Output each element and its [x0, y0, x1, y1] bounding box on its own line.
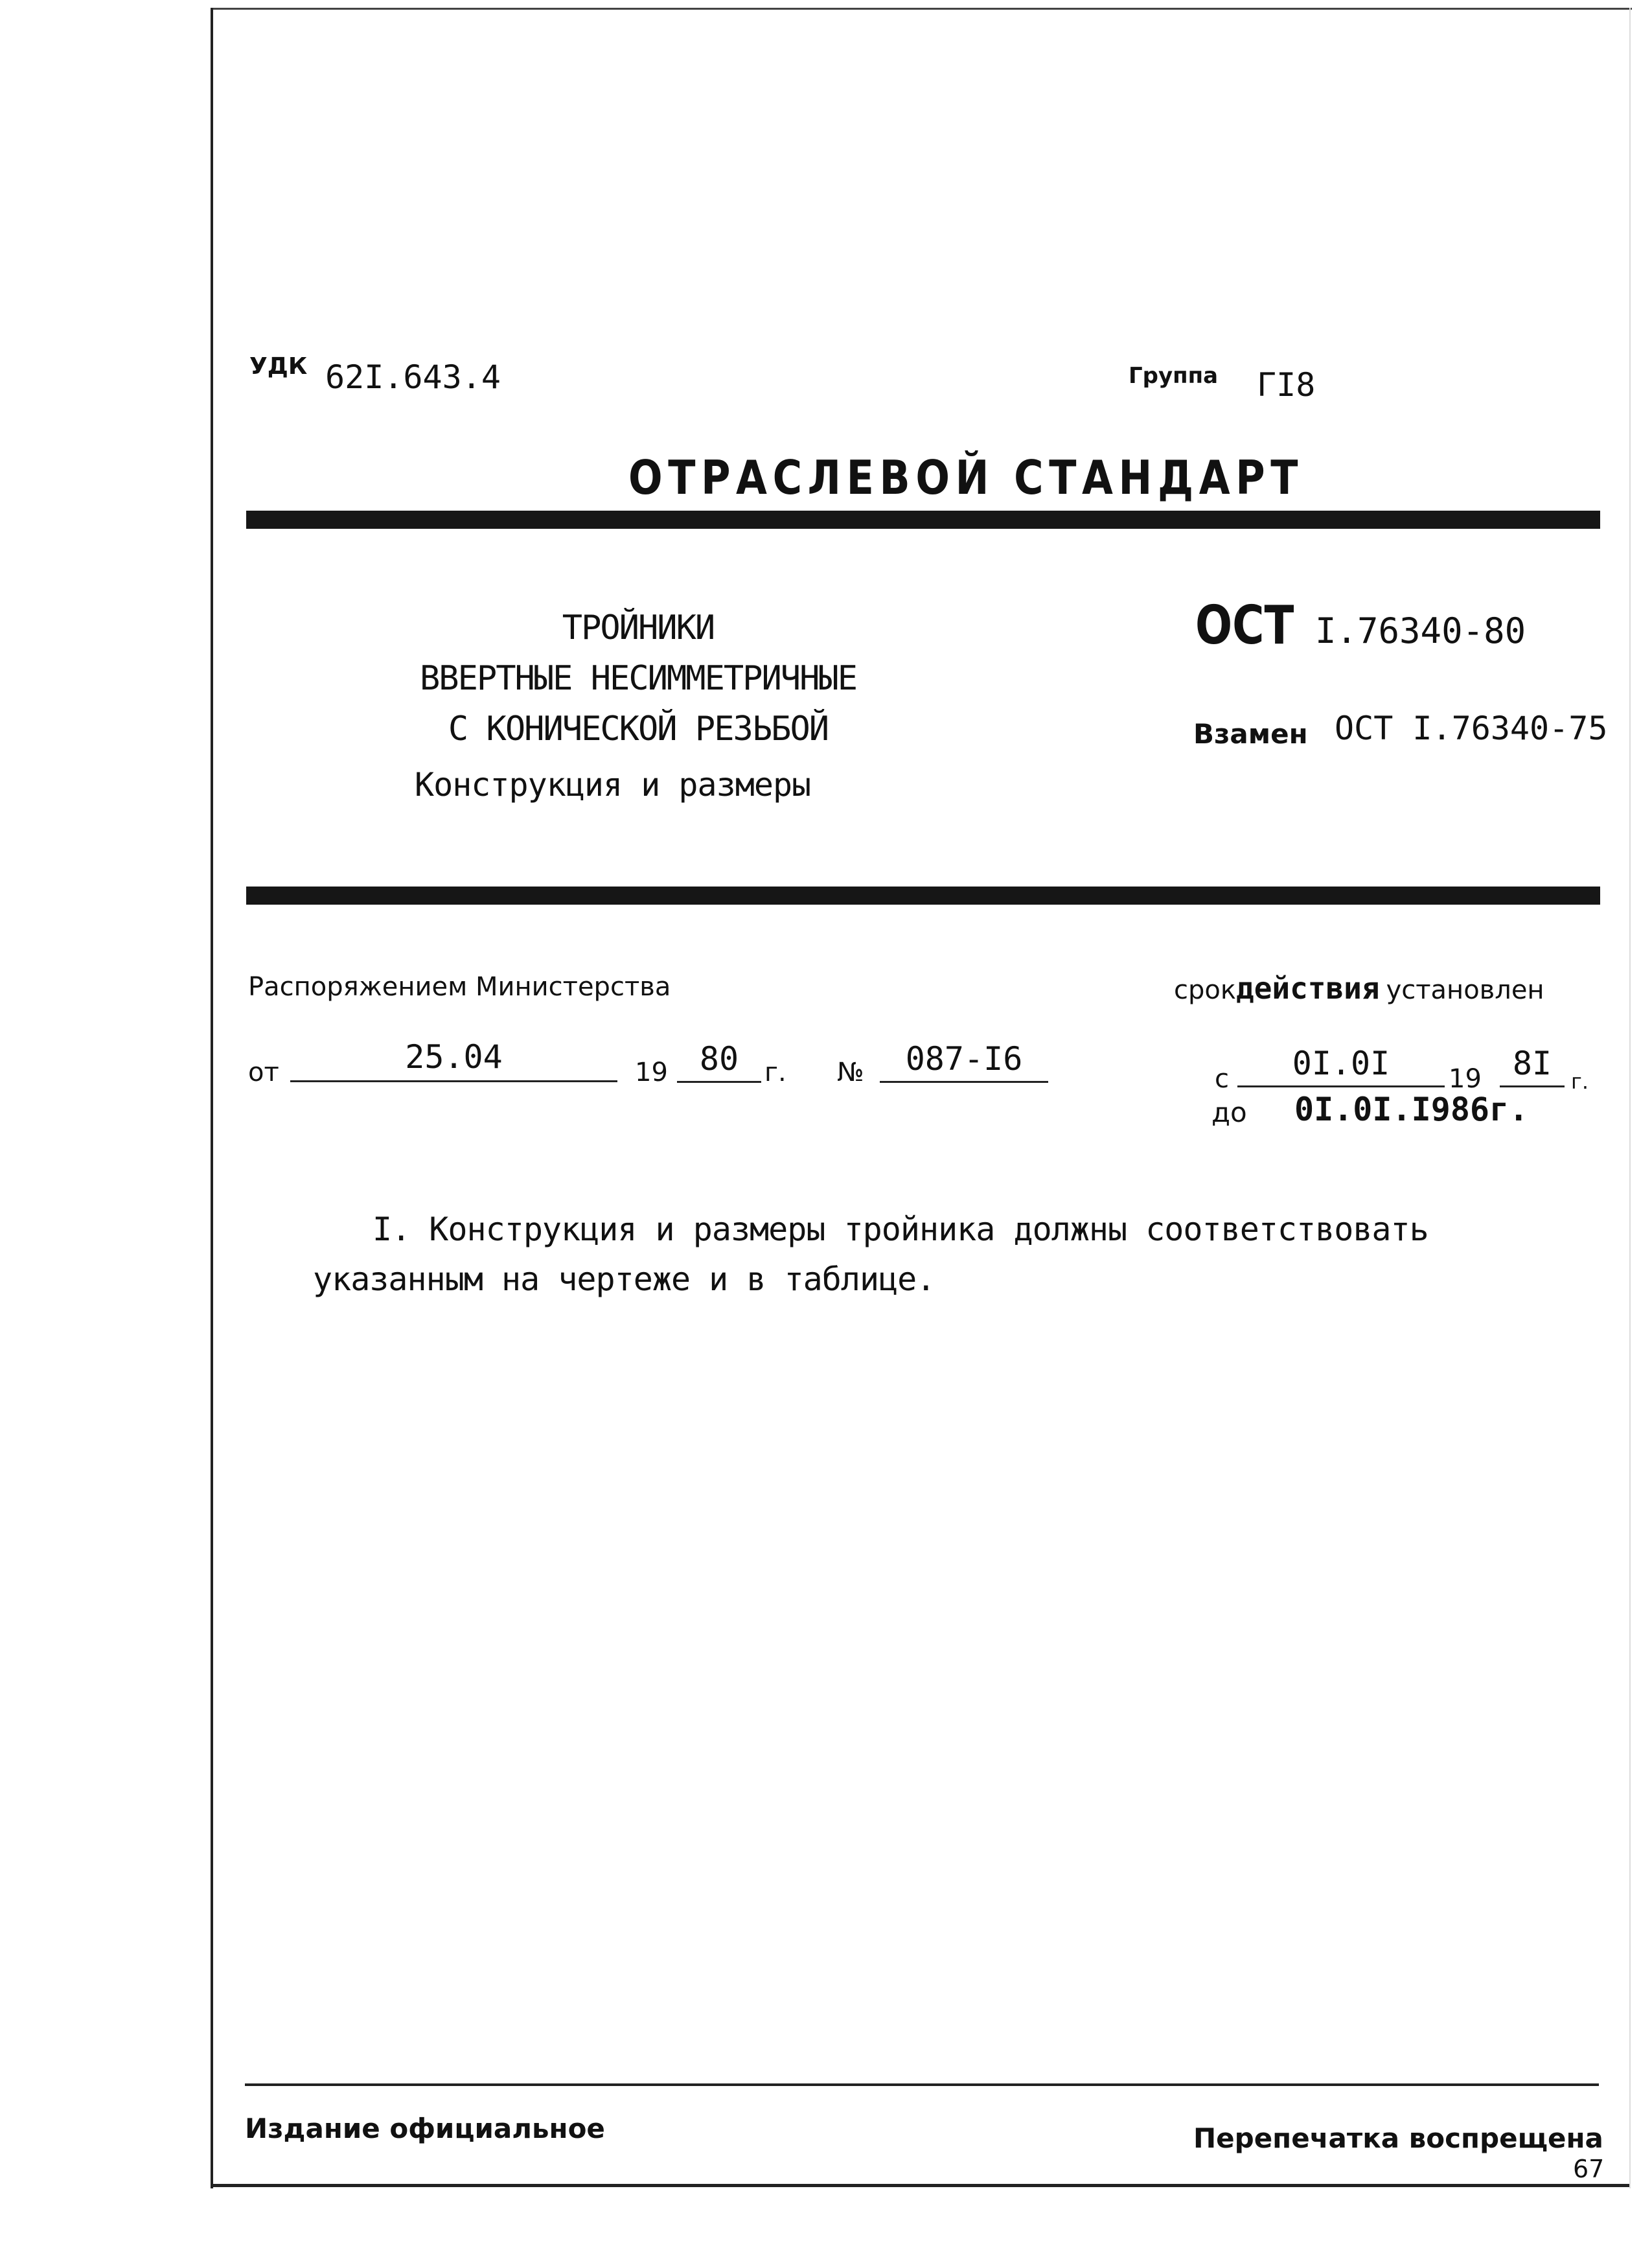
footer-rule [245, 2083, 1599, 2086]
validity-heading-pre: срок [1174, 975, 1237, 1005]
title-subtitle: Конструкция и размеры [415, 766, 811, 804]
body-paragraph-line-1: I. Конструкция и размеры тройника должны соответствовать [373, 1211, 1428, 1248]
banner-title: ОТРАСЛЕВОЙ СТАНДАРТ [628, 450, 1304, 505]
order-year-suffix: 80 [677, 1037, 761, 1083]
page-number: 67 [1573, 2155, 1605, 2183]
group-label: Группа [1129, 363, 1219, 389]
validity-heading-post: установлен [1386, 975, 1544, 1005]
frame-left-border [211, 8, 213, 2188]
udk-label: УДК [249, 353, 308, 380]
edition-label: Издание официальное [245, 2113, 605, 2144]
validity-to-label: до [1211, 1096, 1247, 1128]
frame-bottom-border [211, 2184, 1629, 2187]
validity-year-unit: г. [1571, 1069, 1589, 1094]
order-date: 25.04 [290, 1034, 617, 1082]
ost-number: I.76340-80 [1315, 610, 1526, 651]
order-year-unit: г. [764, 1058, 786, 1087]
validity-from-date: 0I.0I [1237, 1041, 1445, 1087]
group-value: ГI8 [1257, 366, 1316, 404]
title-block [389, 603, 888, 754]
order-number: 087-I6 [880, 1037, 1048, 1083]
validity-year-suffix: 8I [1500, 1041, 1565, 1087]
top-thick-rule [246, 511, 1600, 529]
title-line-3: С КОНИЧЕСКОЙ РЕЗЬБОЙ [448, 710, 829, 748]
validity-heading [1174, 971, 1544, 1006]
title-line-2: ВВЕРТНЫЕ НЕСИММЕТРИЧНЫЕ [419, 659, 857, 698]
middle-thick-rule [246, 887, 1600, 905]
order-number-label: № [837, 1058, 864, 1087]
validity-from-label: с [1215, 1064, 1229, 1094]
body-paragraph-line-2: указанным на чертеже и в таблице. [313, 1260, 935, 1298]
replaces-label: Взамен [1193, 718, 1308, 750]
reprint-notice: Перепечатка воспрещена [1193, 2122, 1603, 2154]
frame-top-border [213, 8, 1632, 10]
replaces-value: ОСТ I.76340-75 [1335, 710, 1608, 747]
frame-right-border [1629, 8, 1631, 2188]
order-from-label: от [248, 1058, 279, 1087]
order-year-prefix: 19 [635, 1058, 668, 1087]
validity-to-date: 0I.0I.I986г. [1294, 1091, 1529, 1128]
ost-label: ОСТ [1195, 595, 1294, 656]
order-heading: Распоряжением Министерства [248, 972, 671, 1002]
validity-year-prefix: 19 [1449, 1064, 1482, 1094]
udk-value: 62I.643.4 [325, 358, 501, 396]
validity-heading-bold: действия [1236, 971, 1380, 1006]
title-line-1: ТРОЙНИКИ [562, 609, 715, 647]
